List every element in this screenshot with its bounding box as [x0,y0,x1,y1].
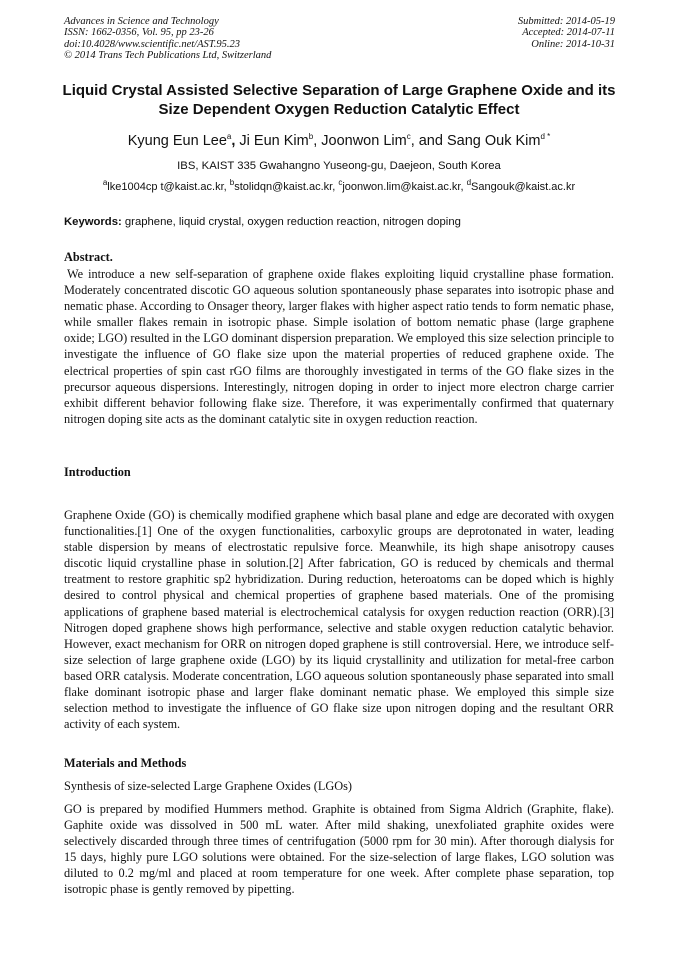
paper-title: Liquid Crystal Assisted Selective Separation of Large Graphene Oxide and its Size Dependent Oxygen Reduction Catalytic Effect [62,82,616,118]
keywords [64,215,614,229]
accepted-date: Accepted: 2014-07-11 [522,27,615,39]
introduction-text: Graphene Oxide (GO) is chemically modified graphene which basal plane and edge are decorated with oxygen functionalities.[1] One of the oxygen functionalities, carboxylic groups are deprotonated in water, leading stable dispersion by means of electrostatic repulsive force. Meanwhile, its high shape anisotropy causes discotic liquid crystalline phase in solution.[2] After fabrication, GO is reduced by chemicals and thermal treatment to restore graphitic sp2 hybridization. During reduction, heteroatoms can be doped which is highly desired to control physical and chemical properties of graphene based materials. One of the promising applications of graphene based material is electrochemical catalysis for oxygen reduction reaction (ORR).[3] Nitrogen doped graphene shows high performance, selective and stable oxygen reduction catalytic behavior. However, exact mechanism for ORR on nitrogen doped graphene is still controversial. Here, we introduce self-size selection of large graphene oxide (LGO) by its liquid crystallinity and utilization for metal-free carbon based ORR catalysis. Moderate concentration, LGO aqueous solution spontaneously phase separated into small flake dominant isotropic phase and larger flake dominant nematic phase. We employed this simple size selection method to investigate the influence of GO flake size upon nitrogen doping and the resultant ORR activity of each system. [64,508,614,732]
email-address: stolidqn@kaist.ac.kr, [234,181,339,193]
author-separator: , [313,133,322,149]
author-name: Sang Ouk Kim [446,133,541,149]
methods-subheading: Synthesis of size-selected Large Graphene Oxides (LGOs) [64,779,352,793]
email-mark: b [229,178,235,187]
keywords-label: Keywords: [64,216,122,228]
email-address: joonwon.lim@kaist.ac.kr, [342,181,467,193]
author-list [40,132,638,150]
author-mark: c [406,132,411,141]
keywords-text: graphene, liquid crystal, oxygen reduction reaction, nitrogen doping [121,216,461,228]
journal-doi: doi:10.4028/www.scientific.net/AST.95.23 [64,38,241,50]
author-separator: , and [410,133,447,149]
author-mark: d * [540,132,551,141]
author-separator: , [231,133,240,149]
journal-issn: ISSN: 1662-0356, Vol. 95, pp 23-26 [64,27,214,39]
author-mark: a [226,132,232,141]
journal-name: Advances in Science and Technology [64,16,219,27]
email-mark: a [102,178,108,187]
email-address: lke1004cp t@kaist.ac.kr, [107,181,230,193]
methods-heading: Materials and Methods [64,756,187,770]
abstract-text: We introduce a new self-separation of graphene oxide flakes exploiting liquid crystalline phase formation. Moderately concentrated discotic GO aqueous solution spontaneously phase separates into isotropic phase and nematic phase. According to Onsager theory, larger flakes with higher aspect ratio tends to form nematic phase, while smaller flakes remain in isotropic phase. Simple isolation of bottom nematic phase (large graphene oxide; LGO) resulted in the LGO dominant dispersion preparation. We employed this size selection principle to investigate the influence of GO flake size upon the material properties of reduced graphene oxide. The electrical properties of spin cast rGO films are thoroughly investigated in terms of the GO flake sizes in the precursor aqueous dispersions. Interestingly, nitrogen doping in order to inject more electron charge carrier exhibit different behavior following flake size. Therefore, it was experimentally confirmed that quaternary nitrogen doping site acts as the dominant catalytic site in oxygen reduction reaction. [64,267,614,426]
author-name: Kyung Eun Lee [127,133,227,149]
email-mark: d [466,178,472,187]
email-address: Sangouk@kaist.ac.kr [471,181,576,193]
online-date: Online: 2014-10-31 [531,38,615,50]
journal-info [64,16,271,61]
author-mark: b [308,132,314,141]
affiliation: IBS, KAIST 335 Gwahangno Yuseong-gu, Daejeon, South Korea [177,160,501,172]
publication-dates [518,16,615,50]
author-emails [40,180,638,194]
introduction-heading: Introduction [64,465,131,479]
journal-copyright: © 2014 Trans Tech Publications Ltd, Switzerland [64,49,272,61]
submitted-date: Submitted: 2014-05-19 [517,16,615,27]
author-name: Ji Eun Kim [239,133,309,149]
author-name: Joonwon Lim [321,133,407,149]
abstract-heading: Abstract. [64,250,113,264]
methods-text: GO is prepared by modified Hummers method. Graphite is obtained from Sigma Aldrich (Graphite, flake). Gaphite oxide was dissolved in 500 mL water. After mild shaking, unexfoliated graphite oxides were selectively discarded through three times of centrifugation (5000 rpm for 30 min). After thorough dialysis for 15 days, highly pure LGO solutions were obtained. For the size-selection of large flakes, LGO solution was diluted to 0.2 mg/ml and placed at room temperature for one week. After complete phase separation, top isotropic phase is gently removed by pipetting. [64,802,614,897]
email-mark: c [338,178,343,187]
